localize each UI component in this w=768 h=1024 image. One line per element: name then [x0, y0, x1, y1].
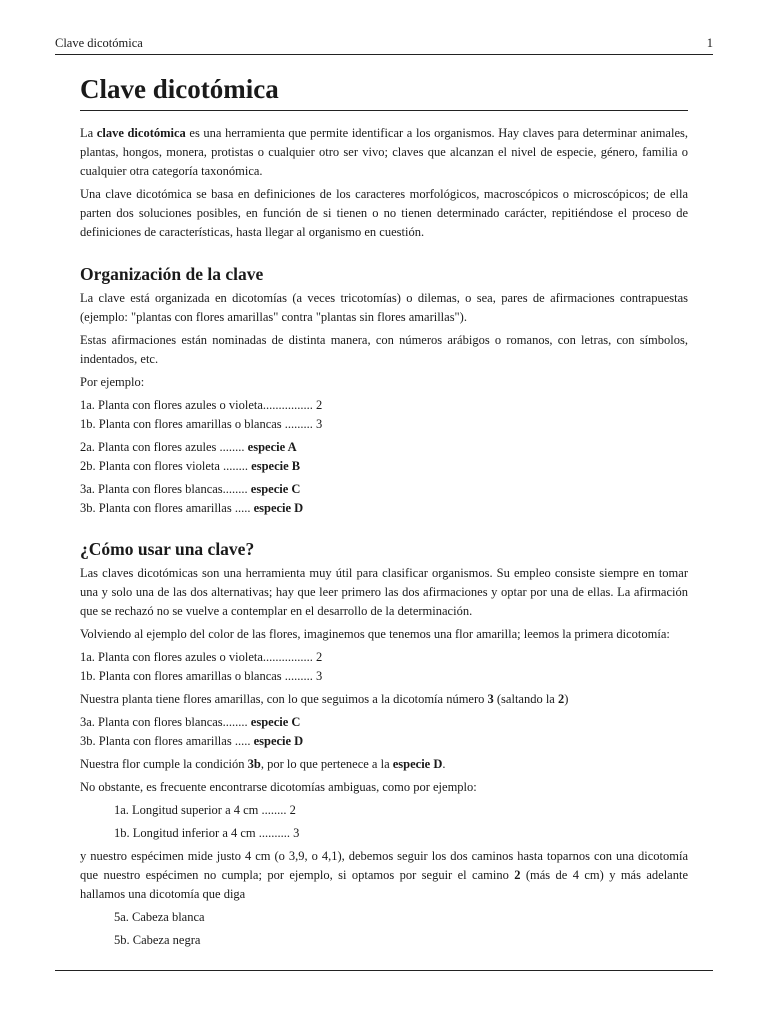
section1-paragraph-2: Estas afirmaciones están nominadas de distinta manera, con números arábigos o romanos, con letras, con símbolos, indentados, etc. [80, 333, 688, 366]
section2-paragraph-4: Nuestra flor cumple la condición 3b, por lo que pertenece a la especie D. [80, 757, 446, 771]
section2-paragraph-3: Nuestra planta tiene flores amarillas, con lo que seguimos a la dicotomía número 3 (saltando la 2) [80, 692, 569, 706]
key-example-group-6 [80, 801, 688, 843]
key-example-group-7 [80, 908, 688, 950]
section1-paragraph-3: Por ejemplo: [80, 375, 145, 389]
key-line: 2b. Planta con flores violeta ........ especie B [80, 459, 301, 473]
key-example-group-2 [80, 438, 688, 476]
key-line: 3a. Planta con flores blancas........ especie C [80, 482, 301, 496]
key-line: 3a. Planta con flores blancas........ especie C [80, 715, 301, 729]
section-heading-organizacion: Organización de la clave [80, 264, 264, 284]
key-line: 1b. Longitud inferior a 4 cm .......... 3 [114, 826, 300, 840]
section2-paragraph-2: Volviendo al ejemplo del color de las flores, imaginemos que tenemos una flor amarilla; leemos la primera dicotomía: [80, 627, 670, 641]
section1-paragraph-1: La clave está organizada en dicotomías (a veces tricotomías) o dilemas, o sea, pares de afirmaciones contrapuestas (ejemplo: "plantas con flores amarillas" contra "plantas sin flores amarillas"). [80, 291, 688, 324]
key-line: 1a. Planta con flores azules o violeta................ 2 [80, 398, 323, 412]
section2-paragraph-5: No obstante, es frecuente encontrarse dicotomías ambiguas, como por ejemplo: [80, 780, 477, 794]
footer-rule [55, 970, 713, 971]
key-line: 1a. Longitud superior a 4 cm ........ 2 [114, 803, 296, 817]
key-line: 1b. Planta con flores amarillas o blancas ......... 3 [80, 417, 323, 431]
key-line: 5a. Cabeza blanca [114, 910, 205, 924]
running-header [55, 34, 713, 55]
article-content [80, 72, 688, 950]
key-line: 3b. Planta con flores amarillas ..... especie D [80, 734, 304, 748]
header-title: Clave dicotómica [55, 36, 143, 50]
section-heading-como-usar: ¿Cómo usar una clave? [80, 539, 255, 559]
key-line: 5b. Cabeza negra [114, 933, 201, 947]
key-line: 2a. Planta con flores azules ........ especie A [80, 440, 297, 454]
intro-paragraph-2: Una clave dicotómica se basa en definiciones de los caracteres morfológicos, macroscópicos o microscópicos; de ella parten dos soluciones posibles, en función de si tienen o no tienen determinado carácter, repitiéndose el proceso de definiciones de características, hasta llegar al organismo en cuestión. [80, 187, 688, 239]
key-example-group-1 [80, 396, 688, 434]
key-line: 3b. Planta con flores amarillas ..... especie D [80, 501, 304, 515]
section2-paragraph-1: Las claves dicotómicas son una herramienta muy útil para clasificar organismos. Su empleo consiste siempre en tomar una y solo una de las dos alternativas; hay que leer primero las dos afirmaciones y optar por una de ellas. La afirmación que se rechazó no se vuelve a contemplar en el desarrollo de la determinación. [80, 566, 688, 618]
key-example-group-3 [80, 480, 688, 518]
intro-paragraph-1: La clave dicotómica es una herramienta que permite identificar a los organismos. Hay claves para determinar animales, plantas, hongos, monera, protistas o cualquier otro ser vivo; claves que alcanzan el nivel de especie, género, familia o cualquier otra categoría taxonómica. [80, 126, 688, 178]
key-example-group-4 [80, 648, 688, 686]
page-number: 1 [706, 36, 713, 50]
key-line: 1a. Planta con flores azules o violeta................ 2 [80, 650, 323, 664]
article-title: Clave dicotómica [80, 72, 688, 111]
key-line: 1b. Planta con flores amarillas o blancas ......... 3 [80, 669, 323, 683]
key-example-group-5 [80, 713, 688, 751]
section2-paragraph-6: y nuestro espécimen mide justo 4 cm (o 3,9, o 4,1), debemos seguir los dos caminos hasta toparnos con una dicotomía que nuestro espécimen no cumpla; por ejemplo, si optamos por seguir el camino 2 (más de 4 cm) y más adelante hallamos una dicotomía que diga [80, 849, 689, 901]
